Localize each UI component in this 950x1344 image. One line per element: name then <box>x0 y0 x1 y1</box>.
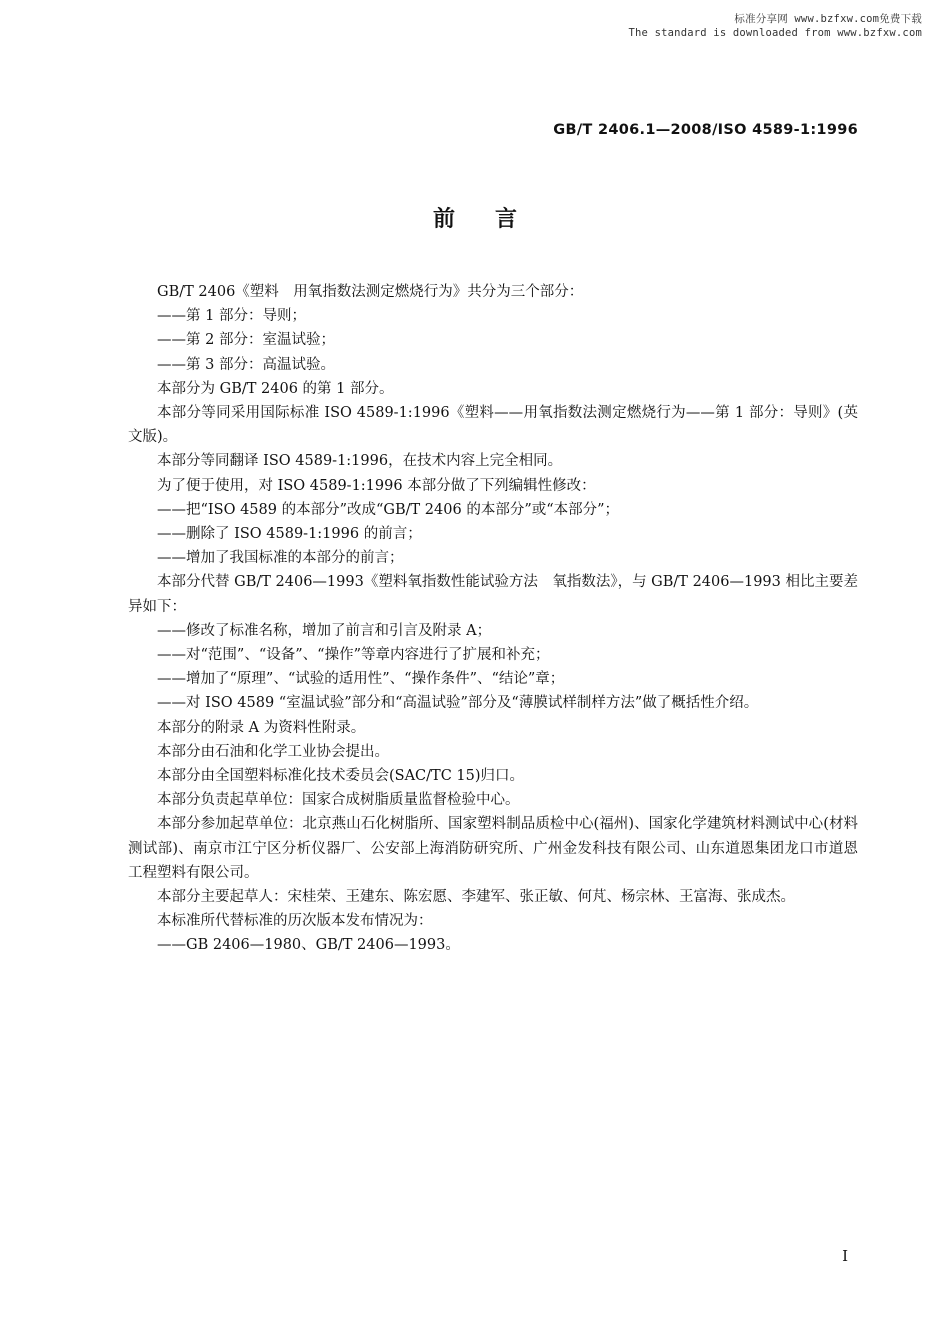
page-title: 前言 <box>432 207 557 232</box>
list-item: ——对 ISO 4589 “室温试验”部分和“高温试验”部分及“薄膜试样制样方法”做了概括性介绍。 <box>157 695 759 712</box>
list-item: ——删除了 ISO 4589-1:1996 的前言； <box>157 526 422 543</box>
watermark-line-2: The standard is downloaded from www.bzfxw.com <box>628 27 922 39</box>
paragraph: 本标准所代替标准的历次版本发布情况为： <box>157 913 433 930</box>
list-item: ——增加了我国标准的本部分的前言； <box>157 550 404 567</box>
paragraph: 本部分负责起草单位：国家合成树脂质量监督检验中心。 <box>157 792 520 809</box>
list-item: ——增加了“原理”、“试验的适用性”、“操作条件”、“结论”章； <box>157 671 565 688</box>
list-item: ——修改了标准名称，增加了前言和引言及附录 A； <box>157 622 492 639</box>
watermark <box>629 12 922 40</box>
paragraph: 本部分等同翻译 ISO 4589-1:1996，在技术内容上完全相同。 <box>157 453 563 470</box>
paragraph: 本部分参加起草单位：北京燕山石化树脂所、国家塑料制品质检中心(福州)、国家化学建筑材料测试中心(材料测试部)、南京市江宁区分析仪器厂、公安部上海消防研究所、广州金发科技有限公司、山东道恩集团龙口市道恩工程塑料有限公司。 <box>128 816 858 881</box>
paragraph: 本部分代替 GB/T 2406—1993《塑料氧指数性能试验方法 氧指数法》，与 GB/T 2406—1993 相比主要差异如下： <box>128 574 858 615</box>
page-number: I <box>842 1247 848 1265</box>
list-item: ——第 1 部分：导则； <box>157 308 306 325</box>
list-item: ——第 2 部分：室温试验； <box>157 332 335 349</box>
paragraph: 本部分等同采用国际标准 ISO 4589-1:1996《塑料——用氧指数法测定燃烧行为——第 1 部分：导则》(英文版)。 <box>128 405 858 446</box>
paragraph: 本部分为 GB/T 2406 的第 1 部分。 <box>157 380 394 397</box>
paragraph: 本部分由石油和化学工业协会提出。 <box>157 743 389 760</box>
paragraph: 本部分主要起草人：宋桂荣、王建东、陈宏愿、李建军、张正敏、何芃、杨宗林、王富海、张成杰。 <box>157 889 795 906</box>
list-item: ——GB 2406—1980、GB/T 2406—1993。 <box>157 937 460 954</box>
list-item: ——对“范围”、“设备”、“操作”等章内容进行了扩展和补充； <box>157 647 550 664</box>
standard-number: GB/T 2406.1—2008/ISO 4589-1:1996 <box>553 122 858 138</box>
paragraph: 为了便于使用，对 ISO 4589-1:1996 本部分做了下列编辑性修改： <box>157 477 596 494</box>
list-item: ——第 3 部分：高温试验。 <box>157 356 335 373</box>
foreword-body <box>128 280 858 958</box>
paragraph: 本部分的附录 A 为资料性附录。 <box>157 719 366 736</box>
paragraph: GB/T 2406《塑料 用氧指数法测定燃烧行为》共分为三个部分： <box>157 284 584 300</box>
list-item: ——把“ISO 4589 的本部分”改成“GB/T 2406 的本部分”或“本部分”； <box>157 501 620 518</box>
watermark-line-1: 标准分享网 www.bzfxw.com免费下载 <box>734 13 922 25</box>
paragraph: 本部分由全国塑料标准化技术委员会(SAC/TC 15)归口。 <box>157 768 525 785</box>
